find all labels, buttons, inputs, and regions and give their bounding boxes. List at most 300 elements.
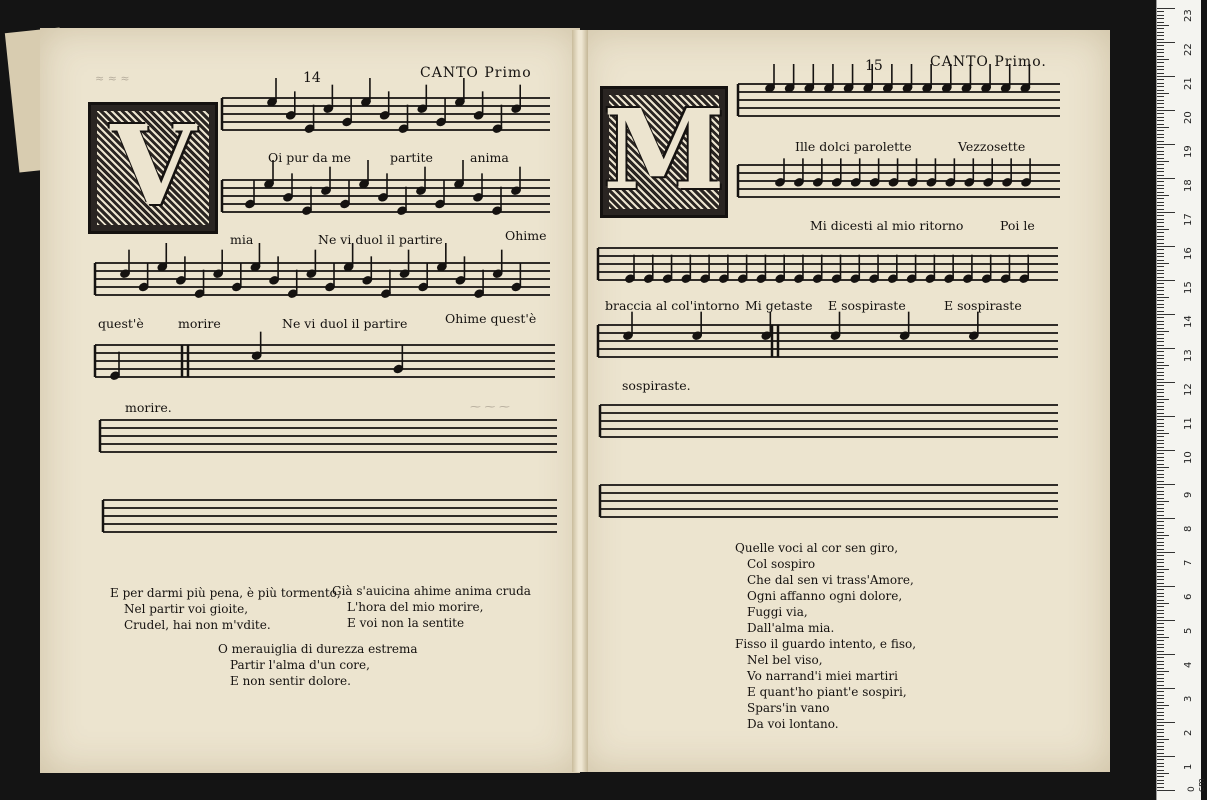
ruler-tick — [1157, 474, 1164, 475]
ruler-tick — [1157, 562, 1164, 563]
ruler-tick — [1157, 504, 1164, 505]
lyric: Vezzosette — [958, 139, 1026, 154]
poem-line: E non sentir dolore. — [230, 674, 351, 688]
ruler-tick — [1157, 671, 1169, 672]
ruler-tick — [1157, 175, 1164, 176]
ruler-tick — [1157, 137, 1164, 138]
ruler-tick — [1157, 453, 1164, 454]
ruler-tick — [1157, 83, 1164, 84]
ruler-tick — [1157, 753, 1164, 754]
ruler-tick — [1157, 304, 1164, 305]
poem-line: Vo narrand'i miei martiri — [747, 669, 898, 683]
ruler-tick — [1157, 688, 1175, 689]
ruler-tick — [1157, 341, 1164, 342]
ruler-tick — [1157, 742, 1164, 743]
ruler-tick — [1157, 450, 1175, 451]
ruler-tick — [1157, 362, 1164, 363]
ruler-tick — [1157, 528, 1164, 529]
ruler-tick — [1157, 226, 1164, 227]
ruler-number: 2 — [1183, 729, 1194, 736]
ruler-tick — [1157, 617, 1164, 618]
ruler-tick — [1157, 11, 1164, 12]
ruler-tick — [1157, 56, 1164, 57]
ruler-tick — [1157, 654, 1175, 655]
ruler-tick — [1157, 566, 1164, 567]
ruler-tick — [1157, 644, 1164, 645]
ruler-tick — [1157, 35, 1164, 36]
ruler-tick — [1157, 413, 1164, 414]
ruler-tick — [1157, 464, 1164, 465]
ruler-tick — [1157, 396, 1164, 397]
ruler-tick — [1157, 542, 1164, 543]
ruler-tick — [1157, 668, 1164, 669]
ruler-tick — [1157, 100, 1164, 101]
ruler-tick — [1157, 215, 1164, 216]
poem-line: E per darmi più pena, è più tormento, — [110, 586, 341, 600]
ruler-number: 13 — [1183, 349, 1194, 362]
ruler-tick — [1157, 756, 1175, 757]
ruler-tick — [1157, 593, 1164, 594]
ruler-tick — [1157, 317, 1164, 318]
ruler-tick — [1157, 545, 1164, 546]
ruler-number: 3 — [1183, 695, 1194, 702]
ruler-tick — [1157, 229, 1169, 230]
ruler-tick — [1157, 117, 1164, 118]
ruler-tick — [1157, 368, 1164, 369]
ruler-tick — [1157, 134, 1164, 135]
bleed-through-text: ⁓ ⁓ ⁓ — [470, 400, 510, 413]
ruler-tick — [1157, 572, 1164, 573]
ruler-tick — [1157, 39, 1164, 40]
poem-line: Crudel, hai non m'vdite. — [124, 618, 271, 632]
ruler-tick — [1157, 691, 1164, 692]
ruler-tick — [1157, 487, 1164, 488]
ruler-tick — [1157, 576, 1164, 577]
ruler-tick — [1157, 73, 1164, 74]
lyric: Ohime — [505, 228, 547, 243]
ruler-tick — [1157, 32, 1164, 33]
poem-line: Col sospiro — [747, 557, 816, 571]
right-page-number: 15 — [865, 58, 883, 74]
left-page-header: CANTO Primo — [420, 65, 532, 81]
ruler-tick — [1157, 583, 1164, 584]
ruler-tick — [1157, 195, 1169, 196]
ruler-tick — [1157, 256, 1164, 257]
ruler-tick — [1157, 151, 1164, 152]
ruler-tick — [1157, 290, 1164, 291]
poem-line: L'hora del mio morire, — [347, 600, 484, 614]
ruler-tick — [1157, 763, 1164, 764]
ruler-tick — [1157, 494, 1164, 495]
ruler-tick — [1157, 331, 1169, 332]
ruler-tick — [1157, 736, 1164, 737]
ruler-tick — [1157, 168, 1164, 169]
ruler-tick — [1157, 185, 1164, 186]
ruler-tick — [1157, 620, 1175, 621]
ruler-tick — [1157, 365, 1169, 366]
lyric: Ohime quest'è — [445, 311, 537, 326]
ruler-tick — [1157, 202, 1164, 203]
ruler-number: 15 — [1183, 281, 1194, 294]
ruler-tick — [1157, 103, 1164, 104]
ruler-tick — [1157, 253, 1164, 254]
ruler-tick — [1157, 732, 1164, 733]
ruler-tick — [1157, 161, 1169, 162]
ruler-tick — [1157, 770, 1164, 771]
ruler-tick — [1157, 678, 1164, 679]
ruler-number: 9 — [1183, 491, 1194, 498]
lyric: morire. — [125, 400, 172, 415]
ruler-tick — [1157, 379, 1164, 380]
ruler-tick — [1157, 702, 1164, 703]
ruler-tick — [1157, 695, 1164, 696]
poem-line: E quant'ho piant'e sospiri, — [747, 685, 907, 699]
ruler-tick — [1157, 93, 1169, 94]
ruler-tick — [1157, 419, 1164, 420]
ruler-tick — [1157, 749, 1164, 750]
ruler-tick — [1157, 79, 1164, 80]
ruler-tick — [1157, 59, 1169, 60]
ruler-tick — [1157, 246, 1175, 247]
ruler-tick — [1157, 423, 1164, 424]
ruler-tick — [1157, 440, 1164, 441]
ruler-number: 8 — [1183, 525, 1194, 532]
poem-line: Spars'in vano — [747, 701, 830, 715]
ruler-number: 16 — [1183, 247, 1194, 260]
ruler-tick — [1157, 501, 1169, 502]
ruler-tick — [1157, 518, 1175, 519]
ruler-tick — [1157, 399, 1169, 400]
ruler-tick — [1157, 746, 1164, 747]
ruler-tick — [1157, 22, 1164, 23]
ruler-tick — [1157, 171, 1164, 172]
lyric: E sospiraste — [944, 298, 1022, 313]
ruler-tick — [1157, 297, 1169, 298]
ruler-tick — [1157, 443, 1164, 444]
ruler-tick — [1157, 729, 1164, 730]
ruler-tick — [1157, 239, 1164, 240]
ruler-tick — [1157, 780, 1164, 781]
ruler-tick — [1157, 164, 1164, 165]
poem-line: Fuggi via, — [747, 605, 808, 619]
ruler-tick — [1157, 8, 1175, 9]
ruler-tick — [1157, 141, 1164, 142]
ruler-tick — [1157, 42, 1175, 43]
ruler-tick — [1157, 790, 1175, 791]
ruler-number: 10 — [1183, 451, 1194, 464]
ruler-tick — [1157, 328, 1164, 329]
ruler-tick — [1157, 674, 1164, 675]
ruler-tick — [1157, 49, 1164, 50]
ruler-tick — [1157, 280, 1175, 281]
ruler-tick — [1157, 685, 1164, 686]
poem-line: Dall'alma mia. — [747, 621, 835, 635]
ruler-tick — [1157, 334, 1164, 335]
ruler-tick — [1157, 45, 1164, 46]
ruler-tick — [1157, 110, 1175, 111]
ruler-number: 1 — [1183, 763, 1194, 770]
ruler-number: 20 — [1183, 111, 1194, 124]
ruler-tick — [1157, 76, 1175, 77]
lyric: sospiraste. — [622, 378, 691, 393]
poem-line: Fisso il guardo intento, e fiso, — [735, 637, 917, 651]
ruler-tick — [1157, 321, 1164, 322]
ruler-tick — [1157, 409, 1164, 410]
ruler-tick — [1157, 178, 1175, 179]
ruler-tick — [1157, 345, 1164, 346]
ruler-tick — [1157, 613, 1164, 614]
poem-line: E voi non la sentite — [347, 616, 465, 630]
lyric: Ille dolci parolette — [795, 139, 912, 154]
lyric: Mi dicesti al mio ritorno — [810, 218, 964, 233]
initial-letter: M — [603, 85, 725, 214]
ruler-tick — [1157, 314, 1175, 315]
poem-line: Che dal sen vi trass'Amore, — [747, 573, 914, 587]
ruler-tick — [1157, 535, 1169, 536]
ruler-tick — [1157, 460, 1164, 461]
ruler-tick — [1157, 630, 1164, 631]
lyric: E sospiraste — [828, 298, 906, 313]
ruler-tick — [1157, 181, 1164, 182]
lyric: Oi pur da me — [268, 150, 351, 165]
ruler-tick — [1157, 236, 1164, 237]
poem-line: Partir l'alma d'un core, — [230, 658, 370, 672]
lyric: morire — [178, 316, 221, 331]
ruler-tick — [1157, 219, 1164, 220]
ruler-tick — [1157, 86, 1164, 87]
lyric: braccia al col'intorno — [605, 298, 740, 313]
ruler-tick — [1157, 358, 1164, 359]
ruler-tick — [1157, 273, 1164, 274]
lyric: partite — [390, 150, 433, 165]
ruler-tick — [1157, 260, 1164, 261]
poem-line: Da voi lontano. — [747, 717, 839, 731]
ruler-number: 17 — [1183, 213, 1194, 226]
lyric: Ne vi duol il partire — [318, 232, 443, 247]
left-page-number: 14 — [303, 70, 321, 86]
ruler-tick — [1157, 90, 1164, 91]
ruler-tick — [1157, 719, 1164, 720]
ruler-tick — [1157, 773, 1169, 774]
ruler-tick — [1157, 15, 1164, 16]
ruler-tick — [1157, 283, 1164, 284]
ruler-tick — [1157, 715, 1164, 716]
initial-letter: V — [110, 101, 196, 230]
ruler-tick — [1157, 783, 1164, 784]
lyric: Poi le — [1000, 218, 1035, 233]
ruler-number: 4 — [1183, 661, 1194, 668]
ruler-number: 18 — [1183, 179, 1194, 192]
ruler-tick — [1157, 107, 1164, 108]
ruler-tick — [1157, 232, 1164, 233]
ruler-tick — [1157, 406, 1164, 407]
ruler-number: 21 — [1183, 77, 1194, 90]
ruler-tick — [1157, 18, 1164, 19]
ruler-tick — [1157, 147, 1164, 148]
ruler-tick — [1157, 348, 1175, 349]
lyric: duol il partire — [320, 316, 408, 331]
lyric: mia — [230, 232, 254, 247]
ruler-tick — [1157, 124, 1164, 125]
ruler-number: 6 — [1183, 593, 1194, 600]
ruler-tick — [1157, 270, 1164, 271]
ruler-tick — [1157, 664, 1164, 665]
ruler-tick — [1157, 508, 1164, 509]
ruler-tick — [1157, 307, 1164, 308]
ruler-tick — [1157, 521, 1164, 522]
ruler-tick — [1157, 52, 1164, 53]
ruler-tick — [1157, 470, 1164, 471]
ruler-tick — [1157, 549, 1164, 550]
ruler-tick — [1157, 634, 1164, 635]
ruler-tick — [1157, 158, 1164, 159]
ruler-number: 14 — [1183, 315, 1194, 328]
ruler-tick — [1157, 657, 1164, 658]
ruler-tick — [1157, 130, 1164, 131]
ruler-tick — [1157, 640, 1164, 641]
ruler-tick — [1157, 243, 1164, 244]
ruler-tick — [1157, 198, 1164, 199]
ruler-tick — [1157, 385, 1164, 386]
ruler-tick — [1157, 300, 1164, 301]
ruler-tick — [1157, 28, 1164, 29]
ruler-tick — [1157, 311, 1164, 312]
measurement-ruler — [1156, 0, 1207, 800]
ruler-tick — [1157, 430, 1164, 431]
ruler-tick — [1157, 481, 1164, 482]
ruler-tick — [1157, 355, 1164, 356]
lyric: Ne vi — [282, 316, 316, 331]
ruler-number: 22 — [1183, 43, 1194, 56]
ruler-tick — [1157, 586, 1175, 587]
ruler-tick — [1157, 382, 1175, 383]
ruler-tick — [1157, 192, 1164, 193]
right-page-header: CANTO Primo. — [930, 54, 1047, 70]
ruler-tick — [1157, 661, 1164, 662]
ruler-tick — [1157, 375, 1164, 376]
ruler-tick — [1157, 579, 1164, 580]
ruler-number: 5 — [1183, 627, 1194, 634]
ruler-tick — [1157, 722, 1175, 723]
ruler-tick — [1157, 705, 1169, 706]
ruler-tick — [1157, 96, 1164, 97]
ruler-number: 12 — [1183, 383, 1194, 396]
ruler-tick — [1157, 712, 1164, 713]
ruler-tick — [1157, 759, 1164, 760]
ruler-tick — [1157, 538, 1164, 539]
ruler-tick — [1157, 249, 1164, 250]
lyric: anima — [470, 150, 509, 165]
ruler-tick — [1157, 600, 1164, 601]
poem-line: Nel bel viso, — [747, 653, 823, 667]
ruler-tick — [1157, 610, 1164, 611]
ruler-tick — [1157, 532, 1164, 533]
ruler-tick — [1157, 555, 1164, 556]
ruler-tick — [1157, 651, 1164, 652]
ruler-tick — [1157, 725, 1164, 726]
ruler-tick — [1157, 338, 1164, 339]
ruler-tick — [1157, 392, 1164, 393]
ruler-tick — [1157, 372, 1164, 373]
poem-line: Già s'auicina ahime anima cruda — [332, 584, 531, 598]
ruler-tick — [1157, 389, 1164, 390]
ruler-number: 19 — [1183, 145, 1194, 158]
ruler-tick — [1157, 436, 1164, 437]
ruler-tick — [1157, 623, 1164, 624]
ruler-tick — [1157, 467, 1169, 468]
ruler-tick — [1157, 402, 1164, 403]
ruler-tick — [1157, 569, 1169, 570]
ruler-tick — [1157, 498, 1164, 499]
ruler-tick — [1157, 205, 1164, 206]
bleed-through-text: ≈ ≈ ≈ — [95, 72, 130, 85]
poem-line: Nel partir voi gioite, — [124, 602, 249, 616]
ruler-tick — [1157, 647, 1164, 648]
ruler-tick — [1157, 603, 1169, 604]
ruler-tick — [1157, 698, 1164, 699]
ruler-tick — [1157, 25, 1169, 26]
ruler-tick — [1157, 484, 1175, 485]
ruler-tick — [1157, 416, 1175, 417]
ruler-tick — [1157, 188, 1164, 189]
ruler-tick — [1157, 766, 1164, 767]
ruler-tick — [1157, 739, 1169, 740]
ruler-tick — [1157, 277, 1164, 278]
ruler-tick — [1157, 212, 1175, 213]
ruler-tick — [1157, 637, 1169, 638]
ruler-tick — [1157, 627, 1164, 628]
ruler-number: 23 — [1183, 9, 1194, 22]
ruler-tick — [1157, 525, 1164, 526]
ruler-tick — [1157, 294, 1164, 295]
ruler-tick — [1157, 66, 1164, 67]
ruler-tick — [1157, 69, 1164, 70]
ruler-tick — [1157, 447, 1164, 448]
ruler-tick — [1157, 144, 1175, 145]
poem-line: O merauiglia di durezza estrema — [218, 642, 418, 656]
ruler-tick — [1157, 596, 1164, 597]
ruler-tick — [1157, 120, 1164, 121]
lyric: Mi getaste — [745, 298, 813, 313]
ruler-tick — [1157, 491, 1164, 492]
ruler-tick — [1157, 287, 1164, 288]
ruler-tick — [1157, 511, 1164, 512]
ruler-tick — [1157, 787, 1164, 788]
ruler-tick — [1157, 457, 1164, 458]
ruler-tick — [1157, 209, 1164, 210]
ruler-tick — [1157, 266, 1164, 267]
ruler-tick — [1157, 113, 1164, 114]
poem-line: Ogni affanno ogni dolore, — [747, 589, 903, 603]
ruler-unit-label: 0 cm — [1187, 778, 1207, 792]
ruler-tick — [1157, 681, 1164, 682]
ruler-number: 7 — [1183, 559, 1194, 566]
ruler-tick — [1157, 222, 1164, 223]
ruler-tick — [1157, 324, 1164, 325]
ruler-tick — [1157, 426, 1164, 427]
ruler-tick — [1157, 127, 1169, 128]
ruler-tick — [1157, 433, 1169, 434]
ruler-tick — [1157, 154, 1164, 155]
ruler-tick — [1157, 515, 1164, 516]
lyric: quest'è — [98, 316, 144, 331]
ruler-number: 11 — [1183, 417, 1194, 430]
ruler-tick — [1157, 351, 1164, 352]
ruler-tick — [1157, 477, 1164, 478]
ruler-tick — [1157, 606, 1164, 607]
ruler-tick — [1157, 708, 1164, 709]
ruler-tick — [1157, 589, 1164, 590]
